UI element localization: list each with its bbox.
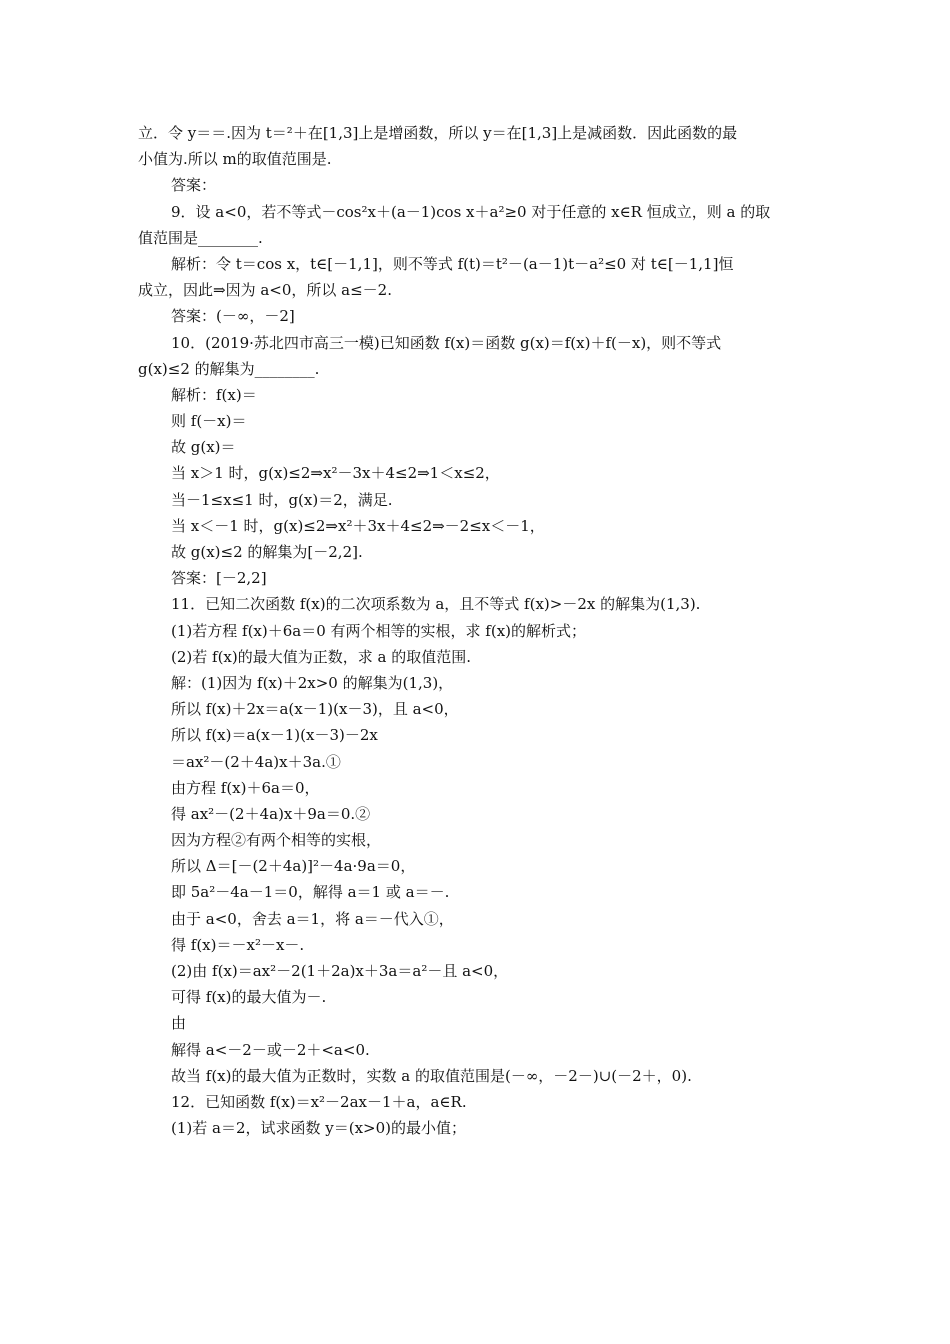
text-line: 立．令 y＝＝.因为 t＝²＋在[1,3]上是增函数，所以 y＝在[1,3]上是减函数．因此函数的最 — [138, 124, 738, 142]
text-line: 成立，因此⇒因为 a<0，所以 a≤－2. — [138, 281, 392, 300]
text-line: (1)若方程 f(x)＋6a＝0 有两个相等的实根，求 f(x)的解析式； — [171, 621, 587, 640]
text-line: 可得 f(x)的最大值为－. — [171, 988, 327, 1007]
text-line: 故 g(x)＝ — [171, 438, 236, 457]
text-line: 解析：f(x)＝ — [171, 385, 257, 404]
text-line: 由于 a<0，舍去 a＝1，将 a＝－代入①， — [171, 909, 454, 928]
text-line: 由方程 f(x)＋6a＝0， — [171, 778, 320, 797]
text-line: g(x)≤2 的解集为________. — [138, 359, 320, 378]
text-line: 得 f(x)＝－x²－x－. — [171, 935, 305, 954]
text-line: 所以 f(x)＋2x＝a(x－1)(x－3)，且 a<0， — [171, 700, 459, 719]
text-line: 值范围是________. — [138, 228, 263, 247]
text-line: 故 g(x)≤2 的解集为[－2,2]. — [171, 543, 363, 561]
text-line: 解：(1)因为 f(x)＋2x>0 的解集为(1,3)， — [171, 673, 454, 692]
text-line: 即 5a²－4a－1＝0，解得 a＝1 或 a＝－. — [171, 883, 450, 902]
text-line: 由 — [171, 1014, 187, 1033]
text-line: 12．已知函数 f(x)＝x²－2ax－1＋a，a∈R. — [171, 1092, 467, 1111]
text-line: 因为方程②有两个相等的实根， — [171, 831, 382, 850]
text-line: 当－1≤x≤1 时，g(x)＝2，满足. — [171, 490, 393, 509]
text-line: 当 x＞1 时，g(x)≤2⇒x²－3x＋4≤2⇒1＜x≤2， — [171, 464, 500, 483]
text-line: (2)若 f(x)的最大值为正数，求 a 的取值范围. — [171, 647, 471, 666]
text-line: (2)由 f(x)＝ax²－2(1＋2a)x＋3a＝a²－且 a<0， — [171, 962, 509, 980]
text-line: 答案：(－∞，－2] — [171, 307, 295, 326]
text-line: 11．已知二次函数 f(x)的二次项系数为 a，且不等式 f(x)>－2x 的解集为(1,3). — [171, 595, 701, 614]
text-line: 解得 a<－2－或－2＋<a<0. — [171, 1040, 370, 1059]
text-line: 解析：令 t＝cos x，t∈[－1,1]，则不等式 f(t)＝t²－(a－1)t－a²≤0 对 t∈[－1,1]恒 — [171, 254, 734, 273]
text-line: ＝ax²－(2＋4a)x＋3a.① — [171, 752, 341, 771]
text-line: 则 f(－x)＝ — [171, 412, 247, 431]
text-line: 得 ax²－(2＋4a)x＋9a＝0.② — [171, 804, 371, 823]
text-line: (1)若 a＝2，试求函数 y＝(x>0)的最小值； — [171, 1119, 467, 1138]
document-body — [138, 120, 818, 1141]
text-line: 所以 f(x)＝a(x－1)(x－3)－2x — [171, 726, 378, 745]
text-line: 当 x＜－1 时，g(x)≤2⇒x²＋3x＋4≤2⇒－2≤x＜－1， — [171, 516, 545, 535]
text-line: 9．设 a<0，若不等式－cos²x＋(a－1)cos x＋a²≥0 对于任意的 x∈R 恒成立，则 a 的取 — [171, 202, 771, 221]
text-line: 答案： — [171, 176, 217, 195]
text-line: 所以 Δ＝[－(2＋4a)]²－4a·9a＝0， — [171, 857, 416, 876]
text-line: 答案：[－2,2] — [171, 569, 267, 588]
text-line: 小值为.所以 m的取值范围是. — [138, 150, 332, 169]
text-line: 10．(2019·苏北四市高三一模)已知函数 f(x)＝函数 g(x)＝f(x)＋f(－x)，则不等式 — [171, 333, 722, 352]
text-line: 故当 f(x)的最大值为正数时，实数 a 的取值范围是(－∞，－2－)∪(－2＋，0). — [171, 1066, 692, 1085]
